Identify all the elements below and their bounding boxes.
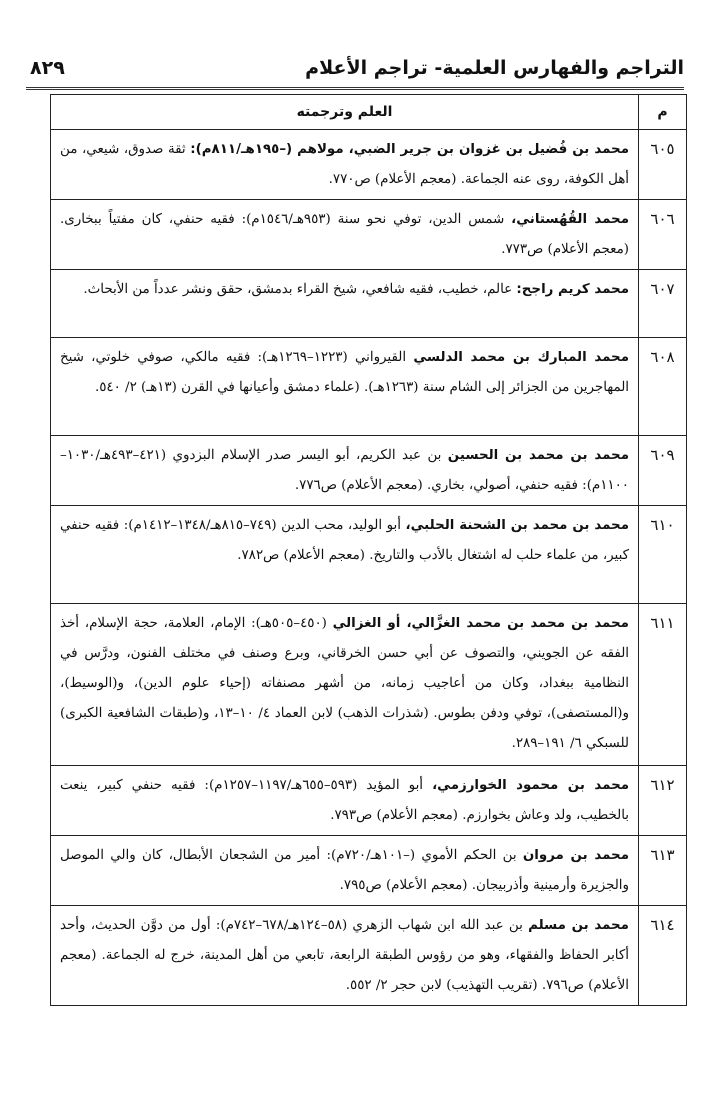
entry-biography: [51, 338, 639, 436]
entry-biography: [51, 200, 639, 270]
entry-text: عالم، خطيب، فقيه شافعي، شيخ القراء بدمشق، حقق ونشر عدداً من الأبحاث.: [83, 282, 517, 297]
table-row: [51, 200, 687, 270]
entry-biography: [51, 604, 639, 766]
entry-number: ٦٠٨: [639, 338, 687, 436]
entry-number: ٦٠٦: [639, 200, 687, 270]
entry-number: ٦١١: [639, 604, 687, 766]
column-header-entry: العلم وترجمته: [51, 95, 639, 130]
entry-biography: [51, 906, 639, 1006]
page-number: ٨٢٩: [30, 57, 65, 79]
entry-name: محمد بن محمد بن الشحنة الحلبي،: [405, 518, 630, 533]
entry-name: محمد القُهُستاني،: [511, 212, 629, 227]
entry-number: ٦٠٧: [639, 270, 687, 338]
table-row: [51, 270, 687, 338]
entry-name: محمد المبارك بن محمد الدلسي: [413, 350, 629, 365]
page-header: [26, 52, 684, 84]
entry-text: شمس الدين، توفي نحو سنة (٩٥٣هـ/١٥٤٦م): فقيه حنفي، كان مفتياً ببخارى. (معجم الأعلام) ص٧٧٣.: [60, 212, 629, 257]
entry-number: ٦١٠: [639, 506, 687, 604]
table-row: [51, 338, 687, 436]
entry-text: بن الحكم الأموي (–١٠١هـ/٧٢٠م): أمير من الشجعان الأبطال، كان والي الموصل والجزيرة وأرمينية وأذربيجان. (معجم الأعلام) ص٧٩٥.: [60, 848, 629, 893]
entry-text: بن عبد الكريم، أبو اليسر صدر الإسلام البزدوي (٤٢١–٤٩٣هـ/١٠٣٠–١١٠٠م): فقيه حنفي، أصولي، بخاري. (معجم الأعلام) ص٧٧٦.: [60, 448, 629, 493]
entry-number: ٦٠٥: [639, 130, 687, 200]
table-row: [51, 836, 687, 906]
table-body: [51, 130, 687, 1006]
header-rule: [26, 87, 684, 90]
table-row: [51, 604, 687, 766]
entry-number: ٦١٣: [639, 836, 687, 906]
entry-name: محمد بن فُضيل بن غزوان بن جرير الضبي، مولاهم (–١٩٥هـ/٨١١م):: [190, 142, 629, 157]
entry-name: محمد بن محمد بن الحسين: [447, 448, 629, 463]
entry-biography: [51, 506, 639, 604]
running-title: التراجم والفهارس العلمية- تراجم الأعلام: [305, 57, 684, 79]
entry-name: محمد بن محمود الخوارزمي،: [432, 778, 630, 793]
entry-biography: [51, 270, 639, 338]
entry-text: (٤٥٠–٥٠٥هـ): الإمام، العلامة، حجة الإسلام، أخذ الفقه عن الجويني، والتصوف عن أبي حسن الخرقاني، وبرع وصنف في مختلف الفنون، ودرَّس في النظامية ببغداد، وكان من أعاجيب زمانه، من أشهر مصنفاته (إحياء علوم الدين)، و(الوسيط)، و(المستصفى)، توفي ودفن بطوس. (شذرات الذهب) لابن العماد ٤/ ١٠–١٣، و(طبقات الشافعية الكبرى) للسبكي ٦/ ١٩١–٢٨٩.: [60, 616, 629, 751]
entry-text: ثقة صدوق، شيعي، من أهل الكوفة، روى عنه الجماعة. (معجم الأعلام) ص٧٧٠.: [60, 142, 629, 187]
entry-text: أبو المؤيد (٥٩٣–٦٥٥هـ/١١٩٧–١٢٥٧م): فقيه حنفي كبير، ينعت بالخطيب، ولد وعاش بخوارزم. (معجم الأعلام) ص٧٩٣.: [60, 778, 629, 823]
table-row: [51, 506, 687, 604]
entry-number: ٦٠٩: [639, 436, 687, 506]
entry-biography: [51, 130, 639, 200]
table-row: [51, 436, 687, 506]
table-row: [51, 906, 687, 1006]
entry-text: أبو الوليد، محب الدين (٧٤٩–٨١٥هـ/١٣٤٨–١٤١٢م): فقيه حنفي كبير، من علماء حلب له اشتغال بالأدب والتاريخ. (معجم الأعلام) ص٧٨٢.: [60, 518, 629, 563]
entry-name: محمد بن محمد بن محمد الغزَّالي، أو الغزالي: [332, 616, 629, 631]
table-header-row: [51, 95, 687, 130]
entry-text: القيرواني (١٢٢٣–١٢٦٩هـ): فقيه مالكي، صوفي خلوتي، شيخ المهاجرين من الجزائر إلى الشام سنة (١٢٦٣هـ). (علماء دمشق وأعيانها في القرن (١٣هـ) ٢/ ٥٤٠.: [60, 350, 629, 395]
entry-name: محمد بن مسلم: [528, 918, 629, 933]
table-row: [51, 130, 687, 200]
entry-text: بن عبد الله ابن شهاب الزهري (٥٨–١٢٤هـ/٦٧٨–٧٤٢م): أول من دوَّن الحديث، وأحد أكابر الحفاظ والفقهاء، وهو من رؤوس الطبقة الرابعة، تابعي من أهل المدينة، خرج له الجماعة. (معجم الأعلام) ص٧٩٦. (تقريب التهذيب) لابن حجر ٢/ ٥٥٢.: [60, 918, 629, 993]
entry-biography: [51, 766, 639, 836]
entry-number: ٦١٢: [639, 766, 687, 836]
column-header-number: م: [639, 95, 687, 130]
table-row: [51, 766, 687, 836]
entry-number: ٦١٤: [639, 906, 687, 1006]
entry-biography: [51, 836, 639, 906]
entry-name: محمد بن مروان: [522, 848, 629, 863]
entry-name: محمد كريم راجح:: [516, 282, 629, 297]
entry-biography: [51, 436, 639, 506]
biographies-table: [50, 94, 687, 1006]
